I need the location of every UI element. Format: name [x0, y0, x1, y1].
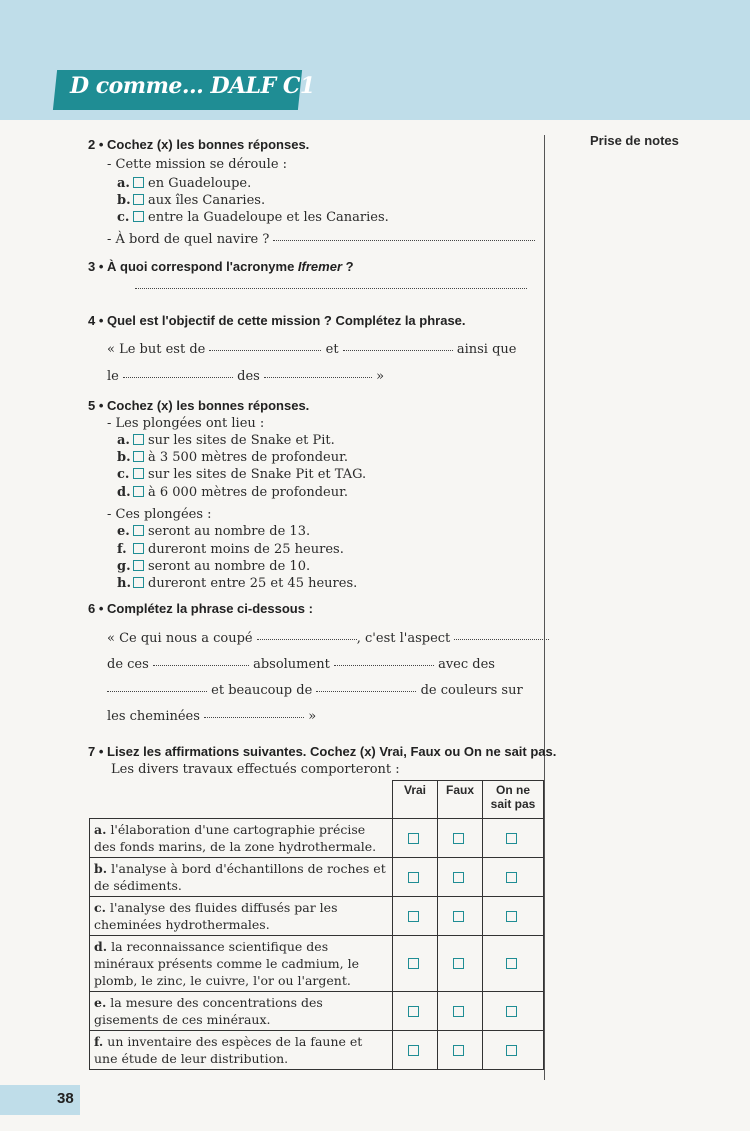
q4-title: 4 • Quel est l'objectif de cette mission ? Complétez la phrase. [88, 313, 466, 328]
checkbox-on-ne-sait-pas[interactable] [506, 872, 517, 883]
checkbox-faux[interactable] [453, 958, 464, 969]
checkbox[interactable] [133, 468, 144, 479]
q2-title: 2 • Cochez (x) les bonnes réponses. [88, 137, 310, 152]
q7-title: 7 • Lisez les affirmations suivantes. Cochez (x) Vrai, Faux ou On ne sait pas. [88, 744, 557, 759]
answer-line[interactable] [273, 239, 535, 241]
q5-option-g[interactable]: g. seront au nombre de 10. [117, 559, 311, 574]
true-false-table [89, 780, 544, 1070]
page-title: D comme... DALF C1 [70, 73, 315, 99]
q5-intro-2: - Ces plongées : [107, 507, 212, 522]
page-number-tab [0, 1085, 80, 1115]
q6-line-2: de ces absolument avec des [107, 657, 495, 672]
q4-line-2: le des » [107, 369, 385, 384]
checkbox-on-ne-sait-pas[interactable] [506, 911, 517, 922]
table-row: e. la mesure des concentrations des gisements de ces minéraux. [90, 992, 544, 1031]
checkbox[interactable] [133, 177, 144, 188]
q2-option-c[interactable]: c. entre la Guadeloupe et les Canaries. [117, 210, 389, 225]
q6-title: 6 • Complétez la phrase ci-dessous : [88, 601, 313, 616]
q2-ship-question: - À bord de quel navire ? [107, 232, 535, 247]
header-vrai: Vrai [393, 781, 438, 819]
q2-intro: - Cette mission se déroule : [107, 157, 288, 172]
checkbox-faux[interactable] [453, 833, 464, 844]
header-faux: Faux [438, 781, 483, 819]
q2-option-b[interactable]: b. aux îles Canaries. [117, 193, 266, 208]
q6-line-4: les cheminées » [107, 709, 317, 724]
q3-title: 3 • À quoi correspond l'acronyme Ifremer ? [88, 259, 354, 274]
checkbox[interactable] [133, 560, 144, 571]
checkbox-faux[interactable] [453, 872, 464, 883]
checkbox[interactable] [133, 543, 144, 554]
checkbox-vrai[interactable] [408, 911, 419, 922]
q6-line-3: et beaucoup de de couleurs sur [107, 683, 523, 698]
q5-title: 5 • Cochez (x) les bonnes réponses. [88, 398, 310, 413]
table-row: b. l'analyse à bord d'échantillons de roches et de sédiments. [90, 858, 544, 897]
q5-option-b[interactable]: b. à 3 500 mètres de profondeur. [117, 450, 349, 465]
q3-answer-line[interactable] [135, 280, 527, 295]
checkbox[interactable] [133, 211, 144, 222]
table-row: c. l'analyse des fluides diffusés par les cheminées hydrothermales. [90, 897, 544, 936]
checkbox-vrai[interactable] [408, 1045, 419, 1056]
checkbox[interactable] [133, 451, 144, 462]
page-number: 38 [57, 1090, 74, 1107]
header-on-ne-sait-pas: On ne sait pas [483, 781, 544, 819]
checkbox-vrai[interactable] [408, 958, 419, 969]
q5-option-h[interactable]: h. dureront entre 25 et 45 heures. [117, 576, 358, 591]
q7-intro: Les divers travaux effectués comporteront : [111, 762, 400, 777]
table-row: d. la reconnaissance scientifique des minéraux présents comme le cadmium, le plomb, le zinc, le cuivre, l'or ou l'argent. [90, 936, 544, 992]
checkbox-vrai[interactable] [408, 1006, 419, 1017]
checkbox-vrai[interactable] [408, 833, 419, 844]
checkbox[interactable] [133, 577, 144, 588]
table-row: f. un inventaire des espèces de la faune et une étude de leur distribution. [90, 1031, 544, 1070]
q5-option-c[interactable]: c. sur les sites de Snake Pit et TAG. [117, 467, 367, 482]
column-divider [544, 135, 545, 1080]
table-row: a. l'élaboration d'une cartographie précise des fonds marins, de la zone hydrothermale. [90, 819, 544, 858]
checkbox-on-ne-sait-pas[interactable] [506, 1045, 517, 1056]
checkbox-on-ne-sait-pas[interactable] [506, 833, 517, 844]
notes-heading: Prise de notes [590, 133, 679, 148]
q2-option-a[interactable]: a. en Guadeloupe. [117, 176, 252, 191]
q5-intro-1: - Les plongées ont lieu : [107, 416, 265, 431]
q5-option-d[interactable]: d. à 6 000 mètres de profondeur. [117, 485, 349, 500]
checkbox[interactable] [133, 486, 144, 497]
q5-option-f[interactable]: f. dureront moins de 25 heures. [117, 542, 344, 557]
checkbox[interactable] [133, 194, 144, 205]
checkbox-faux[interactable] [453, 911, 464, 922]
q5-option-e[interactable]: e. seront au nombre de 13. [117, 524, 311, 539]
checkbox-on-ne-sait-pas[interactable] [506, 1006, 517, 1017]
q6-line-1: « Ce qui nous a coupé , c'est l'aspect [107, 631, 549, 646]
checkbox-on-ne-sait-pas[interactable] [506, 958, 517, 969]
checkbox[interactable] [133, 434, 144, 445]
q4-line-1: « Le but est de et ainsi que [107, 342, 517, 357]
q5-option-a[interactable]: a. sur les sites de Snake et Pit. [117, 433, 335, 448]
checkbox-faux[interactable] [453, 1006, 464, 1017]
checkbox-faux[interactable] [453, 1045, 464, 1056]
checkbox[interactable] [133, 525, 144, 536]
checkbox-vrai[interactable] [408, 872, 419, 883]
